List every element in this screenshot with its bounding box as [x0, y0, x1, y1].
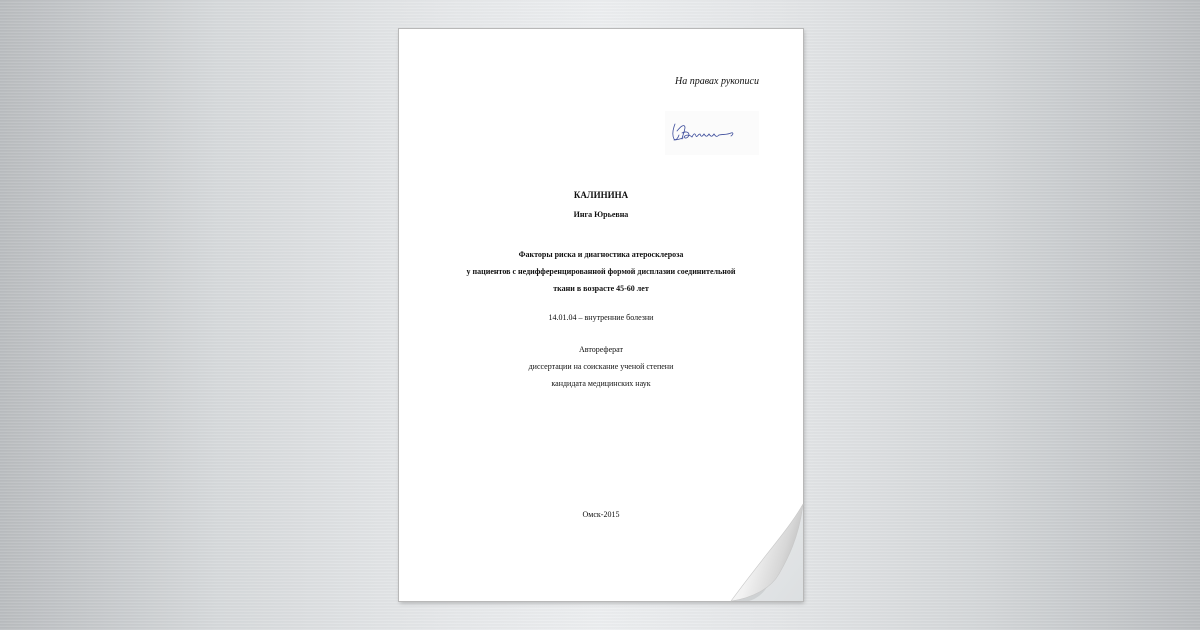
title-line-2: у пациентов с недифференцированной формой дисплазии соединительной: [466, 267, 736, 276]
abstract-label: Автореферат: [579, 345, 623, 354]
rights-note: На правах рукописи: [675, 76, 759, 87]
specialty-code: 14.01.04 – внутренние болезни: [548, 313, 654, 322]
signature-icon: [665, 111, 759, 155]
title-line-3: ткани в возрасте 45-60 лет: [553, 284, 649, 293]
title-line-1: Факторы риска и диагностика атеросклероза: [518, 250, 684, 259]
document-page: [399, 29, 803, 601]
page-curl-icon: [719, 474, 809, 609]
signature-image: [665, 111, 759, 155]
author-name: Инга Юрьевна: [573, 210, 629, 219]
city-year: Омск-2015: [582, 510, 620, 519]
degree-line: кандидата медицинских наук: [551, 379, 651, 388]
dissertation-line: диссертации на соискание ученой степени: [528, 362, 674, 371]
author-surname: КАЛИНИНА: [573, 190, 629, 200]
